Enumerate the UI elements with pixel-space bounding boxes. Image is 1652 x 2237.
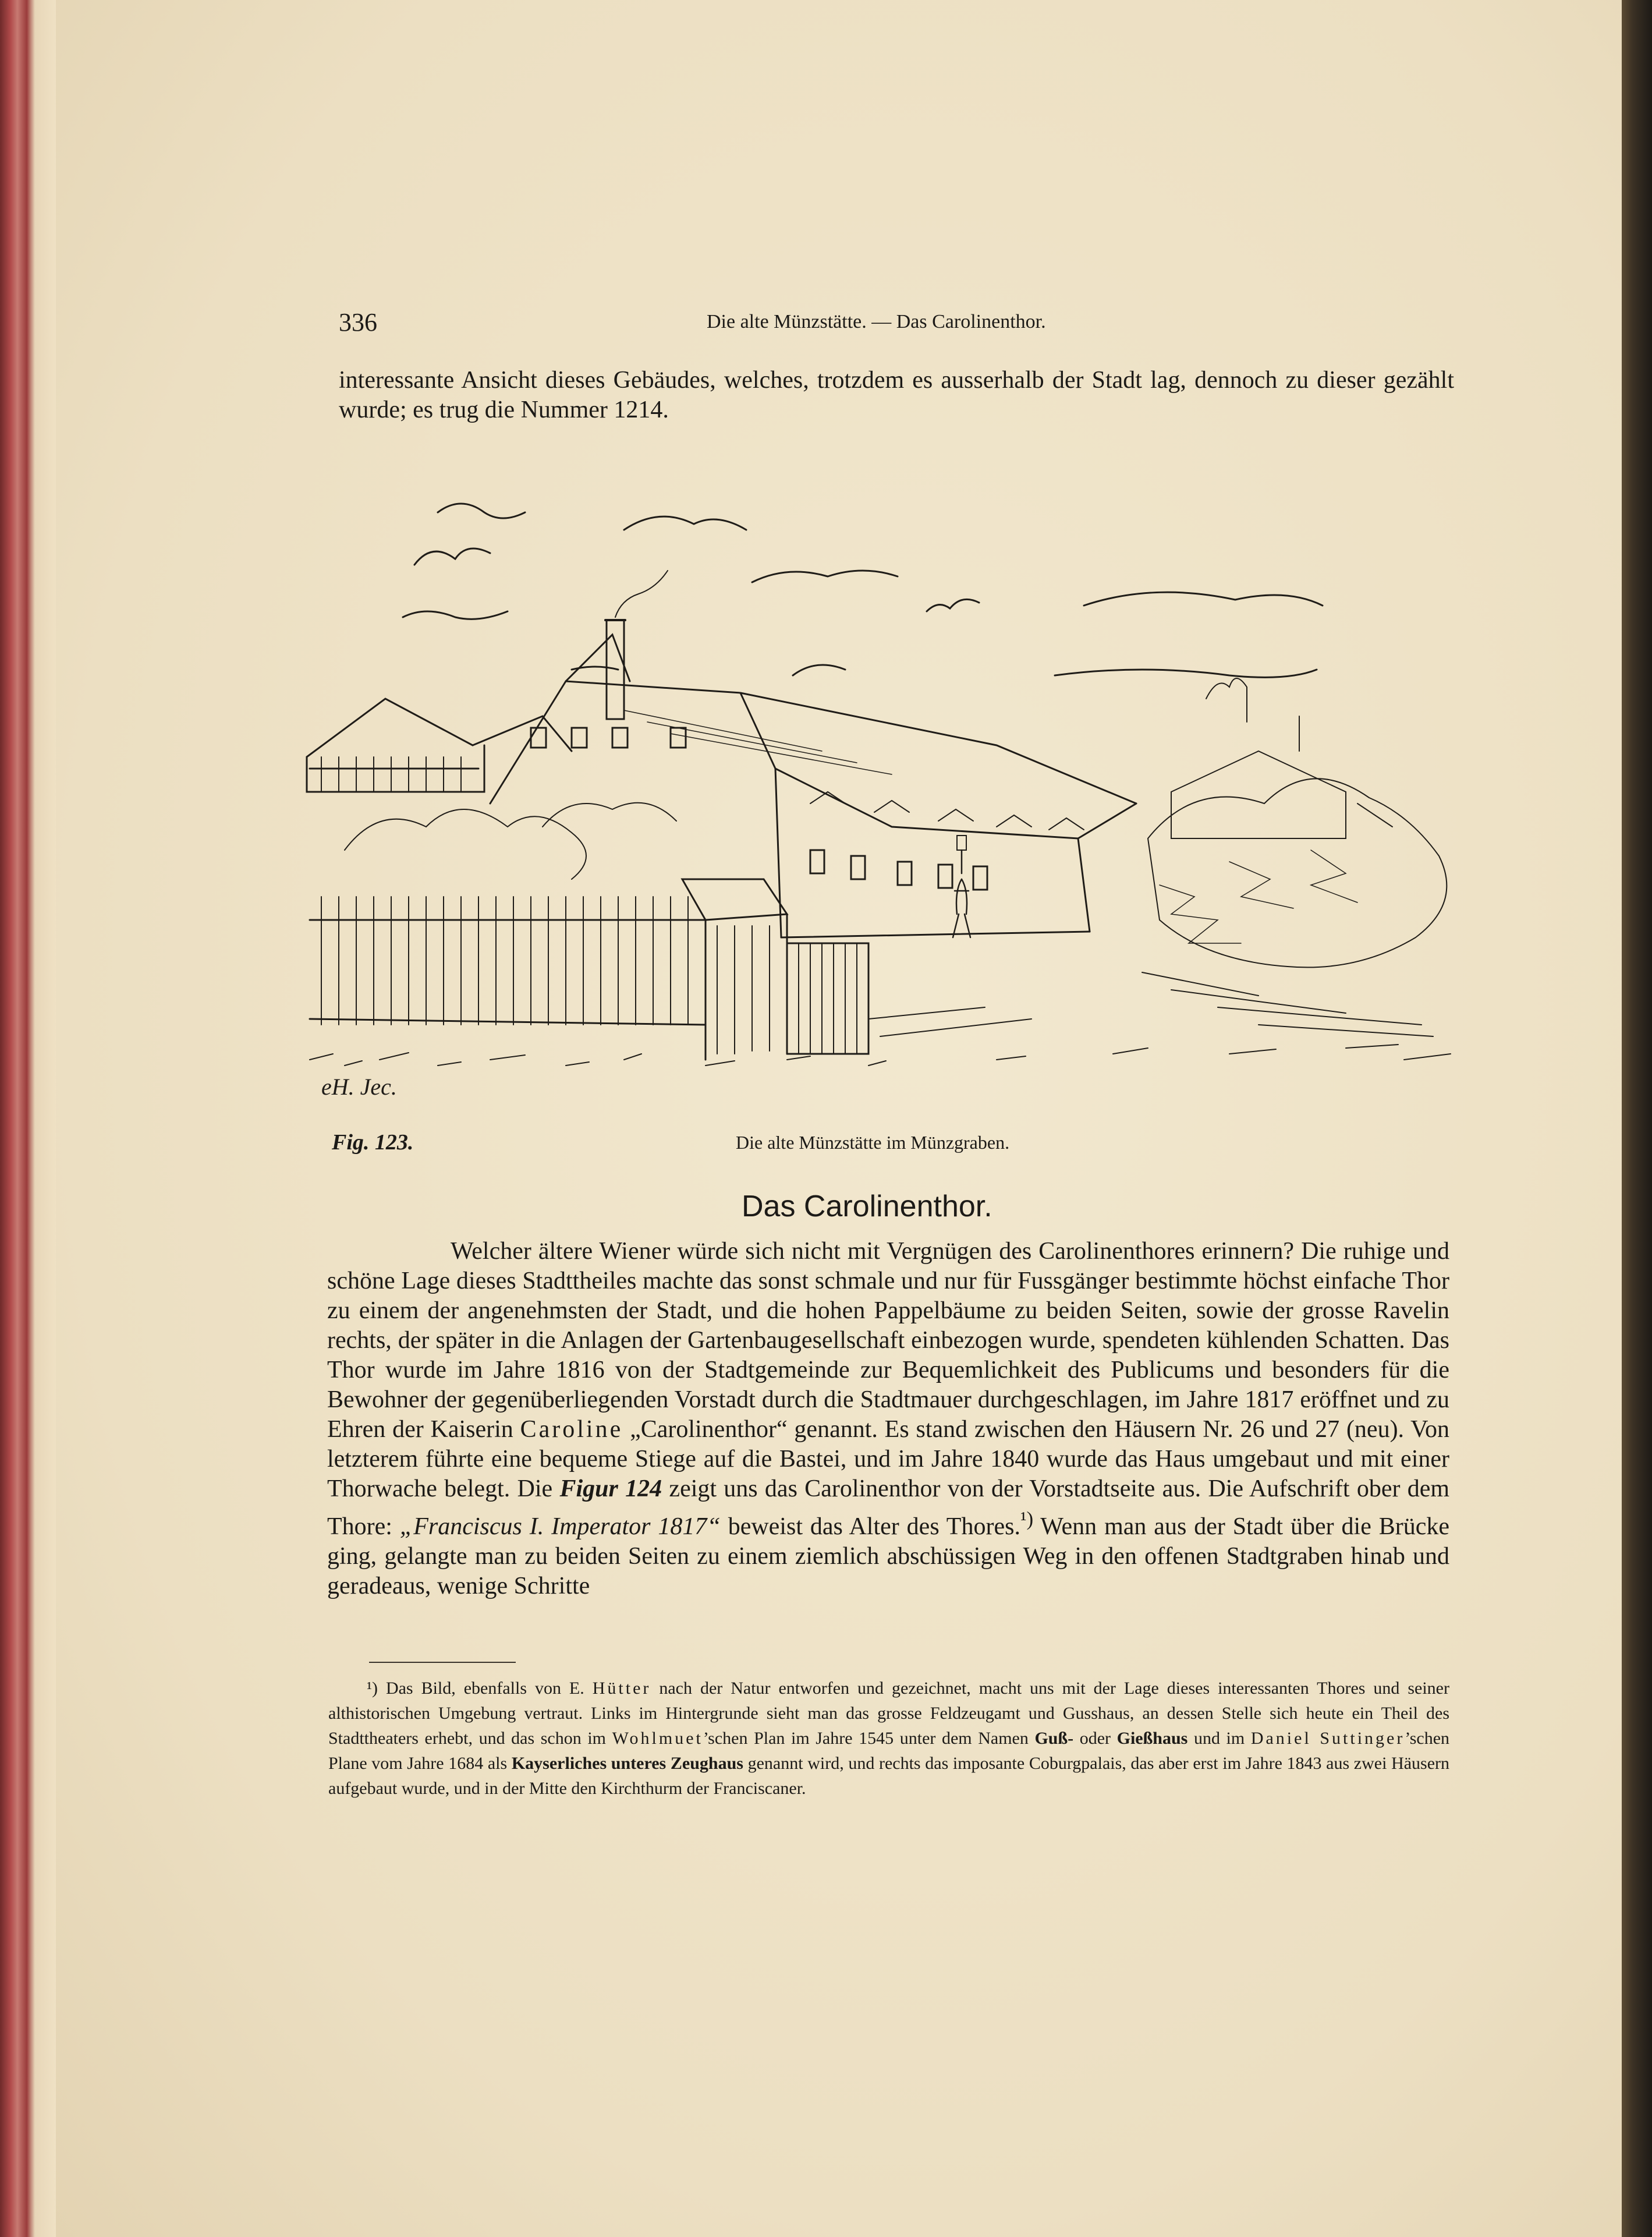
- text-run: und im: [1193, 1729, 1245, 1748]
- footnote: [328, 1676, 1449, 1801]
- text-run: „Carolinenthor“ genannt. Es stand zwischen den Häusern Nr. 26 und 27 (neu). Von letzterem führte eine bequeme Stiege auf die Bastei, und im Jahre 1840 wurde das Haus umgebaut und mit einer Thorwache belegt. Die: [327, 1416, 1450, 1502]
- text-run: Das Bild, ebenfalls von E.: [385, 1679, 584, 1698]
- blackletter-term: Guß-: [1034, 1729, 1074, 1748]
- book-gutter-right: [1622, 0, 1652, 2237]
- page-header: [339, 307, 1454, 342]
- text-run: Wenn man aus der Stadt über die Brücke ging, gelangte man zu beiden Seiten zu einem ziemlich abschüssigen Weg in den offenen Stadtgraben hinab und geradeaus, wenige Schritte: [327, 1513, 1450, 1599]
- footnote-mark: ¹): [367, 1679, 378, 1698]
- blackletter-term: Kayserliches unteres Zeughaus: [511, 1754, 743, 1773]
- figure-soldier: [953, 836, 970, 937]
- footnote-marker: ¹): [1020, 1507, 1034, 1530]
- ground-hatching: [310, 972, 1451, 1066]
- section-title: Das Carolinenthor.: [742, 1190, 992, 1223]
- trees-and-bushes: [345, 678, 1447, 967]
- background-building-left: [307, 699, 572, 792]
- text-run: nach der Natur entworfen und gezeichnet, macht uns mit der Lage dieses interessanten Thores und seiner althistorischen Umgebung vertraut. Links im Hintergrunde sieht man das grosse Feldzeugamt und Gusshaus, an dessen Stelle sich heute ein Theil des Stadttheaters erhebt, und das schon im: [328, 1679, 1449, 1748]
- text-run: ’schen Plan im Jahre 1545 unter dem Namen: [703, 1729, 1029, 1748]
- figure-caption: Die alte Münzstätte im Münzgraben.: [736, 1132, 1010, 1153]
- intro-paragraph: interessante Ansicht dieses Gebäudes, welches, trotzdem es ausserhalb der Stadt lag, dennoch zu dieser gezählt wurde; es trug die Nummer 1214.: [339, 367, 1454, 423]
- name-caroline: Caroline: [520, 1416, 623, 1443]
- text-run: oder: [1079, 1729, 1111, 1748]
- name-huetter: Hütter: [592, 1679, 651, 1698]
- page-number: 336: [339, 308, 377, 337]
- gatehouse-and-shed: [682, 879, 868, 1060]
- running-head: Die alte Münzstätte. — Das Carolinenthor.: [707, 311, 1046, 332]
- inscription: „Franciscus I. Imperator 1817“: [399, 1513, 721, 1540]
- text-run: ’schen Plane vom Jahre 1684 als: [328, 1729, 1450, 1773]
- text-run: genannt wird, und rechts das imposante Coburgpalais, das aber erst im Jahre 1843 aus zwei Häusern aufgebaut wurde, und in der Mitte den Kirchthurm der Franciscaner.: [328, 1754, 1450, 1798]
- main-building: [490, 571, 1136, 937]
- footnote-rule: [369, 1662, 516, 1663]
- text-run: beweist das Alter des Thores.: [728, 1513, 1020, 1540]
- figure-illustration: [298, 477, 1497, 1124]
- section-paragraph: [327, 1237, 1449, 1601]
- artist-signature: eH. Jec.: [321, 1074, 397, 1100]
- figure-label: Fig. 123.: [332, 1130, 414, 1155]
- name-suttinger: Daniel Suttinger: [1250, 1729, 1405, 1748]
- name-wohlmuet: Wohlmuet: [612, 1729, 703, 1748]
- book-edge-left: [0, 0, 56, 2237]
- figure-reference: Figur 124: [559, 1475, 662, 1502]
- text-run: zeigt uns das Carolinenthor von der Vorstadtseite aus. Die Aufschrift ober dem Thore:: [327, 1475, 1450, 1540]
- fence-left: [310, 897, 706, 1025]
- blackletter-term: Gießhaus: [1116, 1729, 1188, 1748]
- sky-clouds: [403, 504, 1323, 677]
- text-run: Welcher ältere Wiener würde sich nicht mit Vergnügen des Carolinenthores erinnern? Die ruhige und schöne Lage dieses Stadttheiles machte das sonst schmale und nur für Fussgänger bestimmte höchst einfache Thor zu einem der angenehmsten der Stadt, und die hohen Pappelbäume zu beiden Seiten, sowie der grosse Ravelin rechts, der später in die Anlagen der Gartenbaugesellschaft einbezogen wurde, spendeten kühlenden Schatten. Das Thor wurde im Jahre 1816 von der Stadtgemeinde zur Bequemlichkeit des Publicums und besonders für die Bewohner der gegenüberliegenden Vorstadt durch die Stadtmauer durchgeschlagen, im Jahre 1817 eröffnet und zu Ehren der Kaiserin: [327, 1238, 1449, 1443]
